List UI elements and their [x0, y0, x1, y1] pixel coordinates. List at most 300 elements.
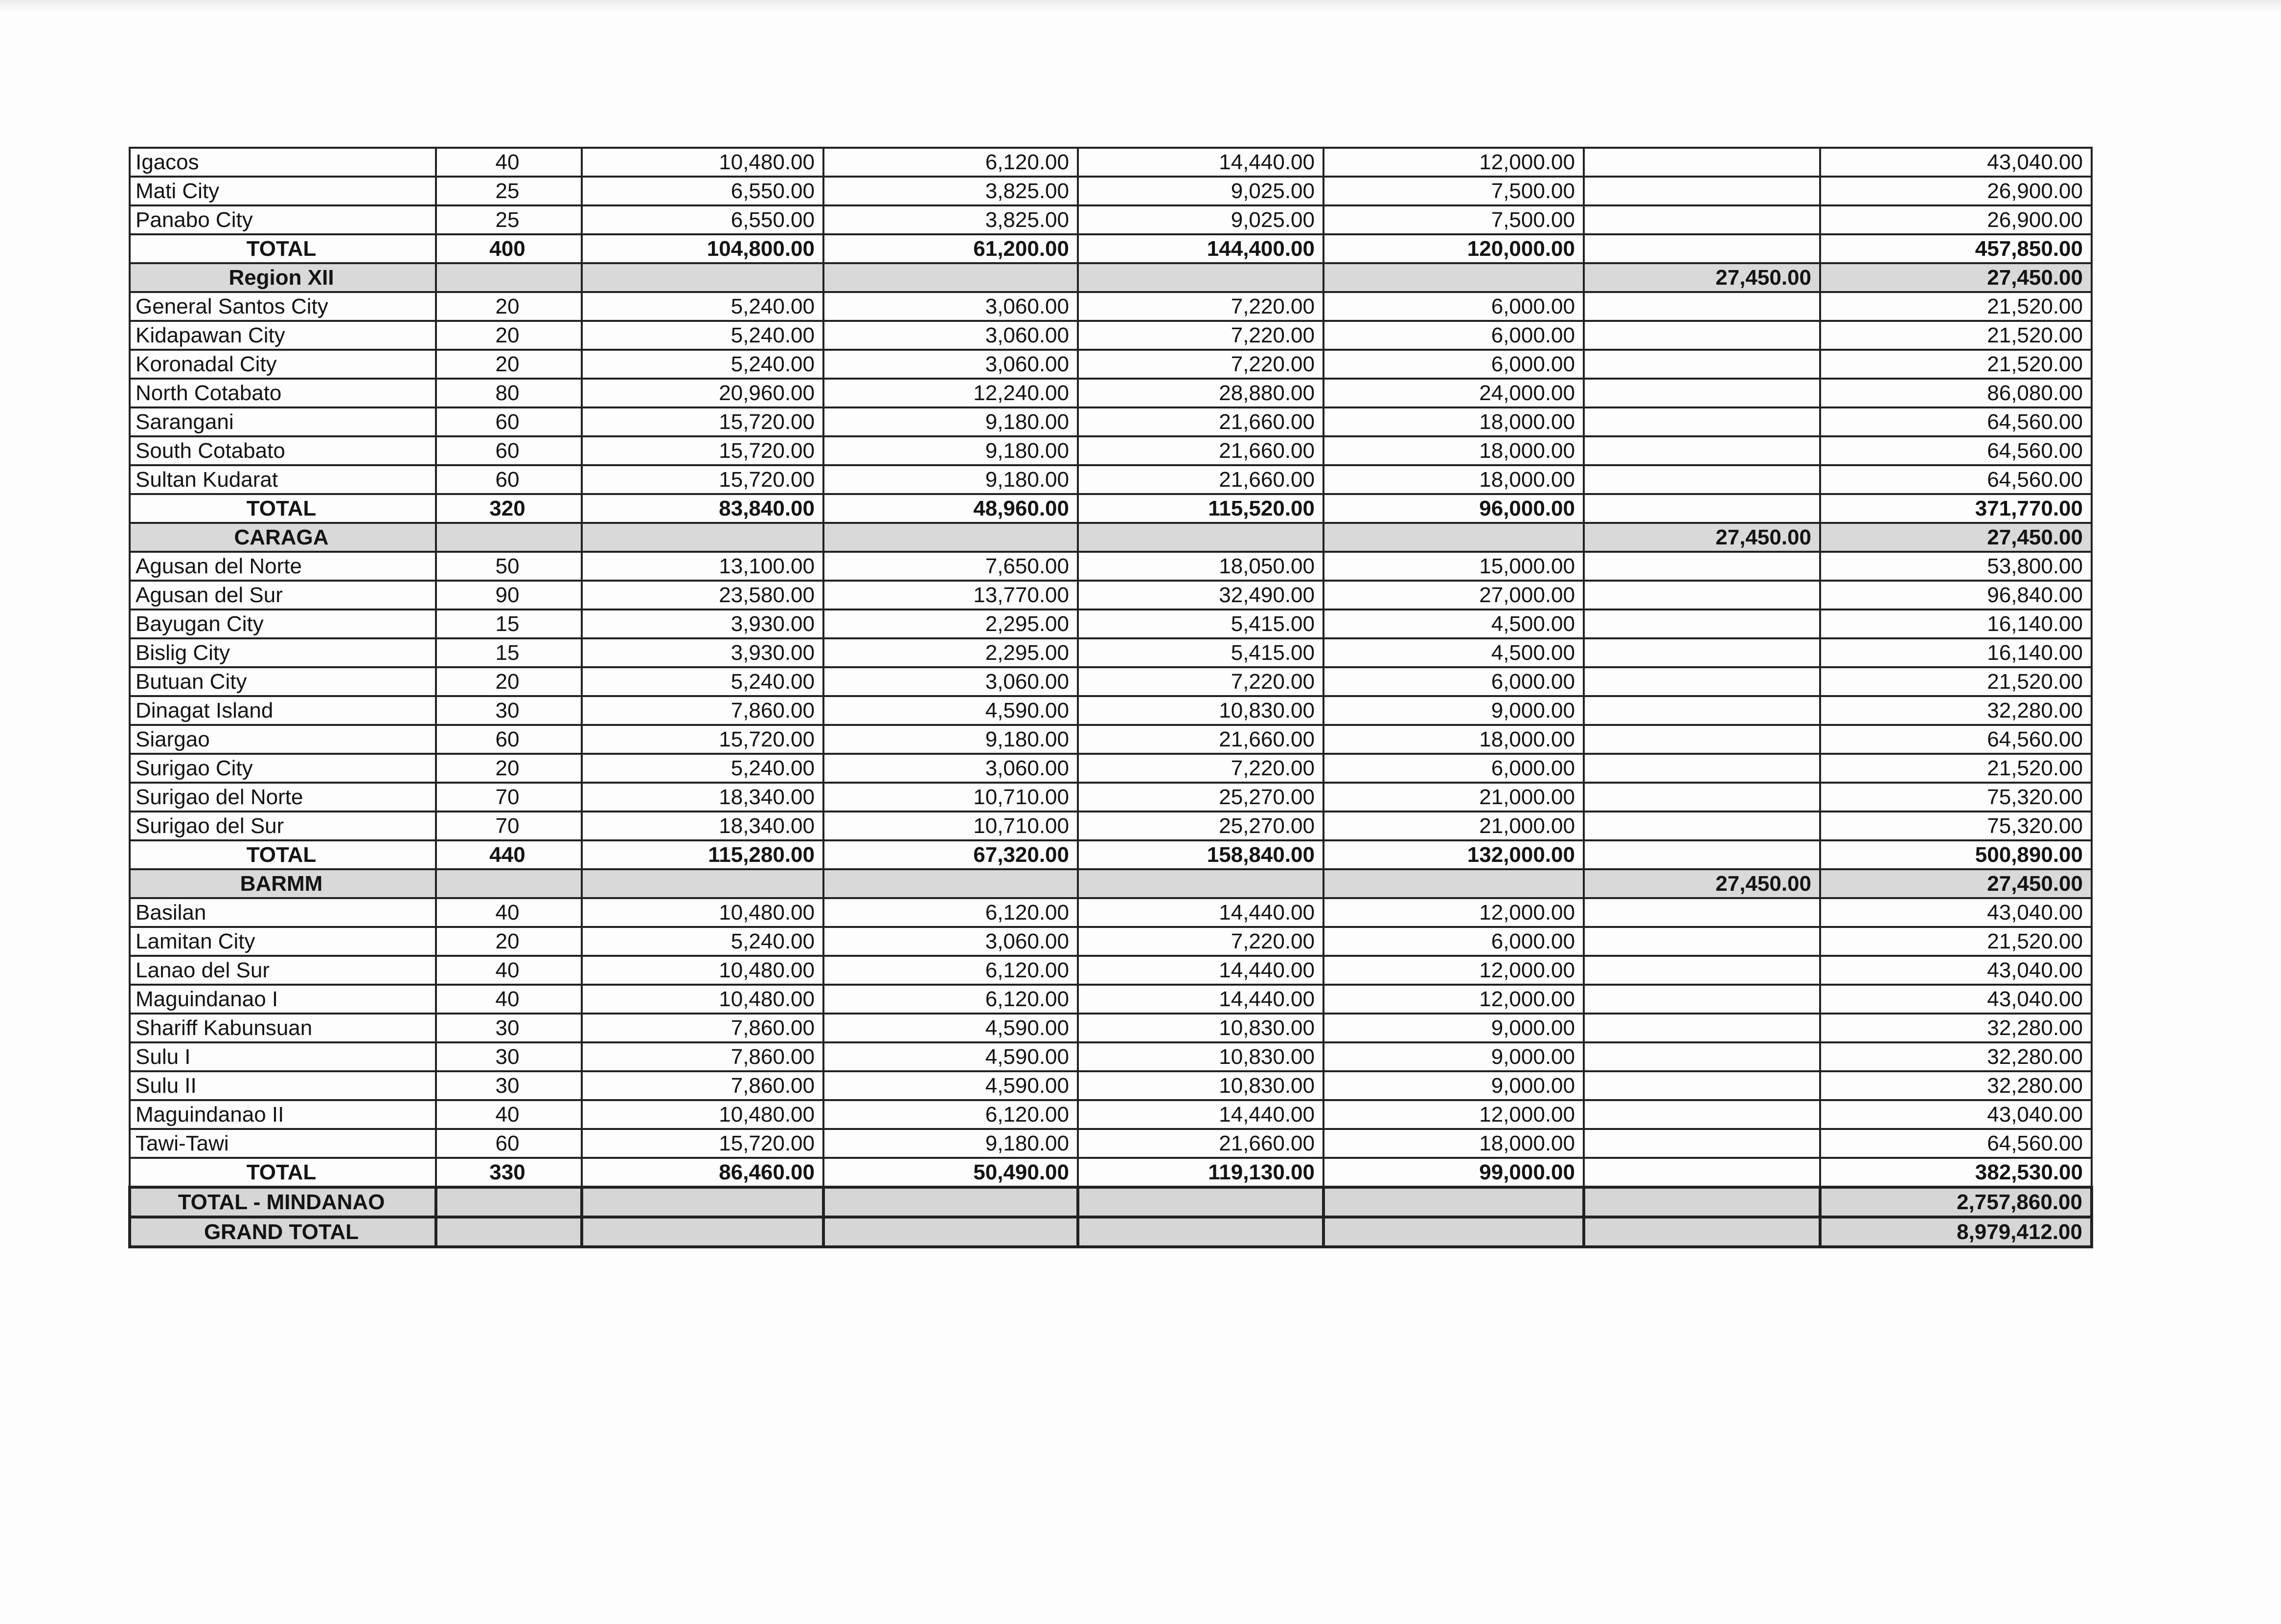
- amount-cell: 6,000.00: [1323, 292, 1584, 321]
- count-cell: 60: [436, 436, 582, 465]
- amount-cell: 3,825.00: [823, 177, 1078, 205]
- amount-cell: 96,000.00: [1323, 494, 1584, 523]
- amount-cell: 15,000.00: [1323, 552, 1584, 581]
- regional-amount-cell: [1584, 436, 1820, 465]
- amount-cell: 10,830.00: [1078, 1071, 1323, 1100]
- office-name-cell: Igacos: [130, 148, 436, 177]
- amount-cell: 7,860.00: [582, 1071, 823, 1100]
- table-row: [130, 292, 2092, 321]
- table-row: [130, 581, 2092, 609]
- amount-cell: 10,830.00: [1078, 1042, 1323, 1071]
- office-name-cell: Agusan del Norte: [130, 552, 436, 581]
- office-name-cell: Siargao: [130, 725, 436, 754]
- scan-edge-shade: [0, 0, 2281, 12]
- amount-cell: 3,060.00: [823, 667, 1078, 696]
- count-cell: 25: [436, 205, 582, 234]
- row-total-cell: 27,450.00: [1820, 523, 2092, 552]
- amount-cell: 9,000.00: [1323, 1014, 1584, 1042]
- table-row: [130, 379, 2092, 407]
- amount-cell: 18,000.00: [1323, 725, 1584, 754]
- amount-cell: 6,000.00: [1323, 350, 1584, 379]
- subtotal-label: TOTAL: [130, 494, 436, 523]
- amount-cell: 9,000.00: [1323, 696, 1584, 725]
- amount-cell: 5,240.00: [582, 667, 823, 696]
- regional-amount-cell: [1584, 783, 1820, 812]
- amount-cell: 83,840.00: [582, 494, 823, 523]
- amount-cell: 6,120.00: [823, 148, 1078, 177]
- row-total-cell: 21,520.00: [1820, 350, 2092, 379]
- office-name-cell: Koronadal City: [130, 350, 436, 379]
- amount-cell: 7,220.00: [1078, 350, 1323, 379]
- amount-cell: 4,500.00: [1323, 638, 1584, 667]
- amount-cell: 21,660.00: [1078, 465, 1323, 494]
- row-total-cell: 21,520.00: [1820, 321, 2092, 350]
- row-total-cell: 96,840.00: [1820, 581, 2092, 609]
- table-row: [130, 898, 2092, 927]
- regional-amount-cell: [1584, 379, 1820, 407]
- amount-cell: [1323, 263, 1584, 292]
- amount-cell: 15,720.00: [582, 407, 823, 436]
- amount-cell: 24,000.00: [1323, 379, 1584, 407]
- regional-amount-cell: [1584, 407, 1820, 436]
- amount-cell: 3,060.00: [823, 927, 1078, 956]
- amount-cell: 9,180.00: [823, 436, 1078, 465]
- amount-cell: 14,440.00: [1078, 956, 1323, 985]
- office-name-cell: Bislig City: [130, 638, 436, 667]
- count-cell: 20: [436, 292, 582, 321]
- amount-cell: 9,180.00: [823, 407, 1078, 436]
- amount-cell: 15,720.00: [582, 1129, 823, 1158]
- amount-cell: 18,340.00: [582, 783, 823, 812]
- amount-cell: [582, 263, 823, 292]
- subtotal-row-caraga: [130, 840, 2092, 869]
- row-total-cell: 32,280.00: [1820, 1071, 2092, 1100]
- amount-cell: 10,480.00: [582, 898, 823, 927]
- count-cell: 60: [436, 1129, 582, 1158]
- summary-total-cell: 2,757,860.00: [1820, 1187, 2092, 1217]
- summary-label: GRAND TOTAL: [130, 1217, 436, 1247]
- amount-cell: 6,550.00: [582, 205, 823, 234]
- regional-amount-cell: [1584, 465, 1820, 494]
- regional-amount-cell: [1584, 1129, 1820, 1158]
- region-name: BARMM: [130, 869, 436, 898]
- empty-cell: [582, 1187, 823, 1217]
- table-row: [130, 609, 2092, 638]
- amount-cell: 10,710.00: [823, 783, 1078, 812]
- count-cell: 50: [436, 552, 582, 581]
- amount-cell: 18,000.00: [1323, 436, 1584, 465]
- row-total-cell: 21,520.00: [1820, 292, 2092, 321]
- amount-cell: 2,295.00: [823, 638, 1078, 667]
- count-cell: 330: [436, 1158, 582, 1187]
- office-name-cell: Lanao del Sur: [130, 956, 436, 985]
- summary-label: TOTAL - MINDANAO: [130, 1187, 436, 1217]
- empty-cell: [1078, 1217, 1323, 1247]
- amount-cell: 18,050.00: [1078, 552, 1323, 581]
- amount-cell: 25,270.00: [1078, 812, 1323, 840]
- office-name-cell: Maguindanao I: [130, 985, 436, 1014]
- amount-cell: 13,100.00: [582, 552, 823, 581]
- count-cell: 30: [436, 696, 582, 725]
- row-total-cell: 16,140.00: [1820, 609, 2092, 638]
- amount-cell: 12,000.00: [1323, 985, 1584, 1014]
- amount-cell: 23,580.00: [582, 581, 823, 609]
- row-total-cell: 53,800.00: [1820, 552, 2092, 581]
- amount-cell: [823, 523, 1078, 552]
- count-cell: 20: [436, 321, 582, 350]
- regional-amount-cell: [1584, 1042, 1820, 1071]
- empty-cell: [1323, 1187, 1584, 1217]
- regional-amount-cell: [1584, 898, 1820, 927]
- table-row: [130, 812, 2092, 840]
- amount-cell: 5,240.00: [582, 754, 823, 783]
- count-cell: 40: [436, 956, 582, 985]
- regional-amount-cell: [1584, 205, 1820, 234]
- regional-amount-cell: [1584, 609, 1820, 638]
- amount-cell: 4,590.00: [823, 696, 1078, 725]
- table-row: [130, 696, 2092, 725]
- office-name-cell: Sulu I: [130, 1042, 436, 1071]
- amount-cell: [1078, 523, 1323, 552]
- amount-cell: [1323, 869, 1584, 898]
- amount-cell: 10,480.00: [582, 148, 823, 177]
- row-total-cell: 43,040.00: [1820, 1100, 2092, 1129]
- regional-amount-cell: [1584, 956, 1820, 985]
- office-name-cell: Lamitan City: [130, 927, 436, 956]
- amount-cell: [1078, 263, 1323, 292]
- amount-cell: 115,520.00: [1078, 494, 1323, 523]
- regional-amount-cell: 27,450.00: [1584, 869, 1820, 898]
- row-total-cell: 86,080.00: [1820, 379, 2092, 407]
- regional-amount-cell: [1584, 1014, 1820, 1042]
- summary-total-cell: 8,979,412.00: [1820, 1217, 2092, 1247]
- amount-cell: 21,000.00: [1323, 783, 1584, 812]
- amount-cell: [582, 869, 823, 898]
- office-name-cell: Shariff Kabunsuan: [130, 1014, 436, 1042]
- subtotal-label: TOTAL: [130, 1158, 436, 1187]
- office-name-cell: South Cotabato: [130, 436, 436, 465]
- amount-cell: 10,480.00: [582, 985, 823, 1014]
- table-row: [130, 638, 2092, 667]
- amount-cell: 32,490.00: [1078, 581, 1323, 609]
- amount-cell: 3,825.00: [823, 205, 1078, 234]
- office-name-cell: Sulu II: [130, 1071, 436, 1100]
- table-row: [130, 205, 2092, 234]
- count-cell: 320: [436, 494, 582, 523]
- regional-amount-cell: [1584, 1071, 1820, 1100]
- subtotal-label: TOTAL: [130, 234, 436, 263]
- amount-cell: 3,930.00: [582, 609, 823, 638]
- amount-cell: [1078, 869, 1323, 898]
- amount-cell: 50,490.00: [823, 1158, 1078, 1187]
- row-total-cell: 75,320.00: [1820, 783, 2092, 812]
- amount-cell: 9,180.00: [823, 1129, 1078, 1158]
- amount-cell: 9,180.00: [823, 725, 1078, 754]
- office-name-cell: Maguindanao II: [130, 1100, 436, 1129]
- amount-cell: 15,720.00: [582, 436, 823, 465]
- amount-cell: [1323, 523, 1584, 552]
- amount-cell: 2,295.00: [823, 609, 1078, 638]
- region-header-row-barmm: [130, 869, 2092, 898]
- count-cell: 30: [436, 1071, 582, 1100]
- amount-cell: 6,120.00: [823, 1100, 1078, 1129]
- table-row: [130, 927, 2092, 956]
- amount-cell: 61,200.00: [823, 234, 1078, 263]
- table-row: [130, 552, 2092, 581]
- count-cell: 80: [436, 379, 582, 407]
- row-total-cell: 371,770.00: [1820, 494, 2092, 523]
- amount-cell: 3,060.00: [823, 321, 1078, 350]
- amount-cell: 7,220.00: [1078, 292, 1323, 321]
- amount-cell: 7,860.00: [582, 696, 823, 725]
- amount-cell: 48,960.00: [823, 494, 1078, 523]
- row-total-cell: 32,280.00: [1820, 1042, 2092, 1071]
- amount-cell: 5,240.00: [582, 350, 823, 379]
- empty-cell: [1584, 1187, 1820, 1217]
- office-name-cell: Surigao City: [130, 754, 436, 783]
- amount-cell: 9,025.00: [1078, 205, 1323, 234]
- row-total-cell: 43,040.00: [1820, 898, 2092, 927]
- office-name-cell: Kidapawan City: [130, 321, 436, 350]
- count-cell: 15: [436, 609, 582, 638]
- count-cell: [436, 869, 582, 898]
- empty-cell: [582, 1217, 823, 1247]
- amount-cell: 3,060.00: [823, 350, 1078, 379]
- amount-cell: 14,440.00: [1078, 148, 1323, 177]
- amount-cell: 6,120.00: [823, 898, 1078, 927]
- office-name-cell: Butuan City: [130, 667, 436, 696]
- region-header-row-caraga: [130, 523, 2092, 552]
- table-row: [130, 1100, 2092, 1129]
- regional-amount-cell: [1584, 234, 1820, 263]
- empty-cell: [823, 1217, 1078, 1247]
- row-total-cell: 43,040.00: [1820, 148, 2092, 177]
- count-cell: 40: [436, 898, 582, 927]
- regional-amount-cell: [1584, 754, 1820, 783]
- regional-amount-cell: [1584, 840, 1820, 869]
- row-total-cell: 16,140.00: [1820, 638, 2092, 667]
- count-cell: 400: [436, 234, 582, 263]
- amount-cell: 10,710.00: [823, 812, 1078, 840]
- amount-cell: 7,500.00: [1323, 177, 1584, 205]
- amount-cell: 5,415.00: [1078, 609, 1323, 638]
- count-cell: 60: [436, 725, 582, 754]
- table-row: [130, 1042, 2092, 1071]
- row-total-cell: 21,520.00: [1820, 667, 2092, 696]
- office-name-cell: Agusan del Sur: [130, 581, 436, 609]
- amount-cell: 9,000.00: [1323, 1042, 1584, 1071]
- regional-amount-cell: [1584, 725, 1820, 754]
- amount-cell: 158,840.00: [1078, 840, 1323, 869]
- regional-amount-cell: [1584, 148, 1820, 177]
- row-total-cell: 457,850.00: [1820, 234, 2092, 263]
- count-cell: 15: [436, 638, 582, 667]
- summary-row-grand: [130, 1217, 2092, 1247]
- amount-cell: 18,000.00: [1323, 465, 1584, 494]
- table-row: [130, 321, 2092, 350]
- row-total-cell: 32,280.00: [1820, 696, 2092, 725]
- office-name-cell: General Santos City: [130, 292, 436, 321]
- regional-amount-cell: [1584, 985, 1820, 1014]
- count-cell: 70: [436, 812, 582, 840]
- regional-amount-cell: [1584, 177, 1820, 205]
- amount-cell: 6,000.00: [1323, 927, 1584, 956]
- row-total-cell: 32,280.00: [1820, 1014, 2092, 1042]
- empty-cell: [436, 1187, 582, 1217]
- amount-cell: 10,830.00: [1078, 696, 1323, 725]
- subtotal-row-reg11: [130, 234, 2092, 263]
- count-cell: 90: [436, 581, 582, 609]
- count-cell: 30: [436, 1042, 582, 1071]
- amount-cell: 99,000.00: [1323, 1158, 1584, 1187]
- count-cell: [436, 263, 582, 292]
- office-name-cell: Surigao del Sur: [130, 812, 436, 840]
- count-cell: 40: [436, 1100, 582, 1129]
- amount-cell: 12,000.00: [1323, 148, 1584, 177]
- amount-cell: 6,120.00: [823, 985, 1078, 1014]
- table-row: [130, 465, 2092, 494]
- table-row: [130, 956, 2092, 985]
- amount-cell: 9,180.00: [823, 465, 1078, 494]
- amount-cell: 104,800.00: [582, 234, 823, 263]
- row-total-cell: 64,560.00: [1820, 1129, 2092, 1158]
- count-cell: 20: [436, 927, 582, 956]
- amount-cell: 27,000.00: [1323, 581, 1584, 609]
- amount-cell: 14,440.00: [1078, 985, 1323, 1014]
- regional-amount-cell: [1584, 667, 1820, 696]
- amount-cell: 67,320.00: [823, 840, 1078, 869]
- row-total-cell: 64,560.00: [1820, 725, 2092, 754]
- regional-amount-cell: [1584, 581, 1820, 609]
- row-total-cell: 64,560.00: [1820, 436, 2092, 465]
- row-total-cell: 43,040.00: [1820, 985, 2092, 1014]
- office-name-cell: Tawi-Tawi: [130, 1129, 436, 1158]
- empty-cell: [1584, 1217, 1820, 1247]
- row-total-cell: 26,900.00: [1820, 177, 2092, 205]
- amount-cell: 7,500.00: [1323, 205, 1584, 234]
- amount-cell: 6,000.00: [1323, 321, 1584, 350]
- count-cell: 20: [436, 667, 582, 696]
- amount-cell: 6,120.00: [823, 956, 1078, 985]
- amount-cell: 6,000.00: [1323, 754, 1584, 783]
- regional-amount-cell: [1584, 927, 1820, 956]
- amount-cell: 3,060.00: [823, 754, 1078, 783]
- amount-cell: 21,660.00: [1078, 436, 1323, 465]
- amount-cell: 7,220.00: [1078, 927, 1323, 956]
- office-name-cell: North Cotabato: [130, 379, 436, 407]
- table-row: [130, 1129, 2092, 1158]
- amount-cell: 4,590.00: [823, 1071, 1078, 1100]
- amount-cell: 18,340.00: [582, 812, 823, 840]
- amount-cell: 5,415.00: [1078, 638, 1323, 667]
- amount-cell: 10,480.00: [582, 1100, 823, 1129]
- office-name-cell: Dinagat Island: [130, 696, 436, 725]
- regional-amount-cell: [1584, 638, 1820, 667]
- regional-amount-cell: [1584, 552, 1820, 581]
- budget-table-body: [130, 148, 2092, 1247]
- amount-cell: 5,240.00: [582, 321, 823, 350]
- regional-amount-cell: 27,450.00: [1584, 263, 1820, 292]
- amount-cell: 4,590.00: [823, 1014, 1078, 1042]
- regional-amount-cell: [1584, 812, 1820, 840]
- count-cell: 20: [436, 350, 582, 379]
- regional-amount-cell: [1584, 321, 1820, 350]
- office-name-cell: Bayugan City: [130, 609, 436, 638]
- amount-cell: [823, 869, 1078, 898]
- office-name-cell: Sultan Kudarat: [130, 465, 436, 494]
- empty-cell: [1323, 1217, 1584, 1247]
- row-total-cell: 75,320.00: [1820, 812, 2092, 840]
- amount-cell: 6,550.00: [582, 177, 823, 205]
- table-row: [130, 985, 2092, 1014]
- amount-cell: 28,880.00: [1078, 379, 1323, 407]
- amount-cell: [582, 523, 823, 552]
- amount-cell: 21,660.00: [1078, 1129, 1323, 1158]
- amount-cell: 7,220.00: [1078, 754, 1323, 783]
- count-cell: 40: [436, 148, 582, 177]
- amount-cell: 25,270.00: [1078, 783, 1323, 812]
- amount-cell: 15,720.00: [582, 465, 823, 494]
- count-cell: 40: [436, 985, 582, 1014]
- row-total-cell: 64,560.00: [1820, 407, 2092, 436]
- amount-cell: 3,060.00: [823, 292, 1078, 321]
- amount-cell: 10,480.00: [582, 956, 823, 985]
- subtotal-row-reg12: [130, 494, 2092, 523]
- row-total-cell: 27,450.00: [1820, 263, 2092, 292]
- amount-cell: 18,000.00: [1323, 407, 1584, 436]
- regional-amount-cell: [1584, 292, 1820, 321]
- office-name-cell: Sarangani: [130, 407, 436, 436]
- count-cell: 440: [436, 840, 582, 869]
- count-cell: 60: [436, 465, 582, 494]
- amount-cell: 13,770.00: [823, 581, 1078, 609]
- amount-cell: 7,860.00: [582, 1014, 823, 1042]
- table-row: [130, 407, 2092, 436]
- amount-cell: 6,000.00: [1323, 667, 1584, 696]
- regional-amount-cell: [1584, 1158, 1820, 1187]
- empty-cell: [823, 1187, 1078, 1217]
- subtotal-row-barmm: [130, 1158, 2092, 1187]
- amount-cell: 18,000.00: [1323, 1129, 1584, 1158]
- amount-cell: 20,960.00: [582, 379, 823, 407]
- count-cell: [436, 523, 582, 552]
- table-row: [130, 436, 2092, 465]
- amount-cell: 10,830.00: [1078, 1014, 1323, 1042]
- amount-cell: 86,460.00: [582, 1158, 823, 1187]
- amount-cell: 14,440.00: [1078, 1100, 1323, 1129]
- row-total-cell: 43,040.00: [1820, 956, 2092, 985]
- empty-cell: [436, 1217, 582, 1247]
- amount-cell: 132,000.00: [1323, 840, 1584, 869]
- amount-cell: 5,240.00: [582, 292, 823, 321]
- amount-cell: 3,930.00: [582, 638, 823, 667]
- regional-amount-cell: [1584, 696, 1820, 725]
- row-total-cell: 500,890.00: [1820, 840, 2092, 869]
- row-total-cell: 21,520.00: [1820, 927, 2092, 956]
- amount-cell: 115,280.00: [582, 840, 823, 869]
- amount-cell: 14,440.00: [1078, 898, 1323, 927]
- amount-cell: 4,590.00: [823, 1042, 1078, 1071]
- amount-cell: 4,500.00: [1323, 609, 1584, 638]
- amount-cell: 7,650.00: [823, 552, 1078, 581]
- amount-cell: 12,000.00: [1323, 1100, 1584, 1129]
- regional-amount-cell: [1584, 1100, 1820, 1129]
- table-row: [130, 350, 2092, 379]
- subtotal-label: TOTAL: [130, 840, 436, 869]
- regional-amount-cell: 27,450.00: [1584, 523, 1820, 552]
- amount-cell: 7,220.00: [1078, 667, 1323, 696]
- table-row: [130, 754, 2092, 783]
